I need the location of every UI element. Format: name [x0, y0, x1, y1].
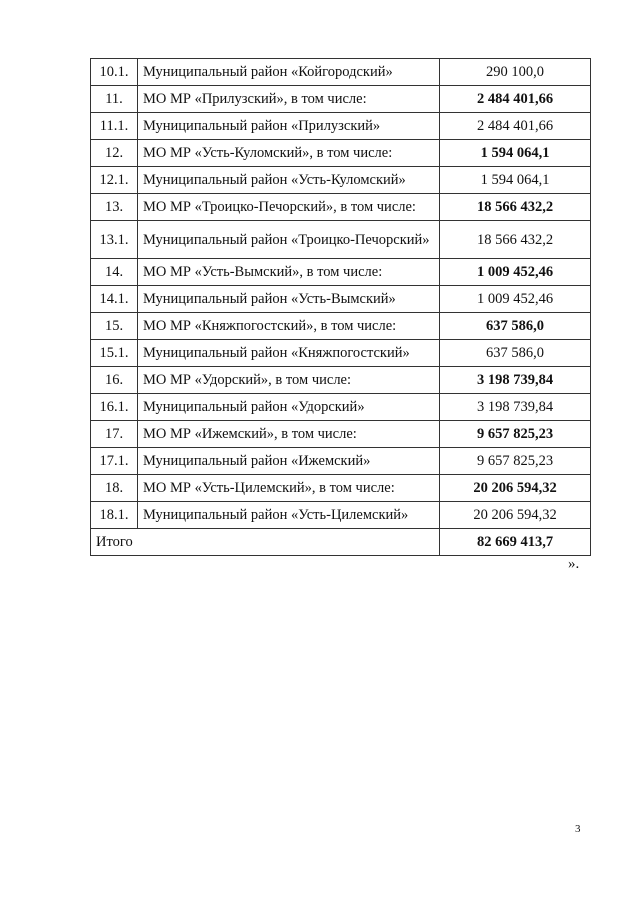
- closing-quote: ».: [568, 556, 580, 572]
- row-value: 9 657 825,23: [440, 421, 591, 448]
- table-row: [91, 167, 591, 194]
- row-number: 16.: [91, 367, 138, 394]
- allocation-table: [90, 58, 591, 556]
- row-name: Муниципальный район «Усть-Вымский»: [138, 286, 440, 313]
- table-row: [91, 313, 591, 340]
- table-row: [91, 86, 591, 113]
- row-number: 12.: [91, 140, 138, 167]
- row-name: Муниципальный район «Усть-Куломский»: [138, 167, 440, 194]
- row-number: 14.: [91, 259, 138, 286]
- table-row: [91, 140, 591, 167]
- row-value: 1 009 452,46: [440, 259, 591, 286]
- row-name: Муниципальный район «Койгородский»: [138, 59, 440, 86]
- row-name: МО МР «Удорский», в том числе:: [138, 367, 440, 394]
- table-row: [91, 367, 591, 394]
- row-number: 10.1.: [91, 59, 138, 86]
- row-name: МО МР «Прилузский», в том числе:: [138, 86, 440, 113]
- row-value: 3 198 739,84: [440, 394, 591, 421]
- table-row: [91, 259, 591, 286]
- row-value: 18 566 432,2: [440, 221, 591, 259]
- row-value: 20 206 594,32: [440, 502, 591, 529]
- row-number: 12.1.: [91, 167, 138, 194]
- row-name: МО МР «Усть-Куломский», в том числе:: [138, 140, 440, 167]
- row-name: МО МР «Княжпогостский», в том числе:: [138, 313, 440, 340]
- table-row: [91, 394, 591, 421]
- row-value: 9 657 825,23: [440, 448, 591, 475]
- row-number: 16.1.: [91, 394, 138, 421]
- row-value: 2 484 401,66: [440, 113, 591, 140]
- row-value: 18 566 432,2: [440, 194, 591, 221]
- table-row: [91, 475, 591, 502]
- row-number: 17.1.: [91, 448, 138, 475]
- row-number: 13.1.: [91, 221, 138, 259]
- table-row: [91, 340, 591, 367]
- table-row: [91, 448, 591, 475]
- row-value: 1 594 064,1: [440, 140, 591, 167]
- table-row: [91, 502, 591, 529]
- row-value: 637 586,0: [440, 340, 591, 367]
- row-name: МО МР «Троицко-Печорский», в том числе:: [138, 194, 440, 221]
- table-row: [91, 286, 591, 313]
- row-value: 2 484 401,66: [440, 86, 591, 113]
- row-name: МО МР «Усть-Цилемский», в том числе:: [138, 475, 440, 502]
- table-row: [91, 59, 591, 86]
- row-number: 17.: [91, 421, 138, 448]
- row-number: 15.: [91, 313, 138, 340]
- row-number: 11.1.: [91, 113, 138, 140]
- total-row: [91, 529, 591, 556]
- row-value: 290 100,0: [440, 59, 591, 86]
- total-label: Итого: [91, 529, 440, 556]
- row-value: 20 206 594,32: [440, 475, 591, 502]
- row-number: 13.: [91, 194, 138, 221]
- row-name: Муниципальный район «Прилузский»: [138, 113, 440, 140]
- page-number: 3: [575, 823, 581, 835]
- row-number: 15.1.: [91, 340, 138, 367]
- table-row: [91, 421, 591, 448]
- row-value: 1 009 452,46: [440, 286, 591, 313]
- row-name: Муниципальный район «Усть-Цилемский»: [138, 502, 440, 529]
- table-row: [91, 113, 591, 140]
- row-name: Муниципальный район «Троицко-Печорский»: [138, 221, 440, 259]
- row-value: 1 594 064,1: [440, 167, 591, 194]
- table-row: [91, 221, 591, 259]
- table-body: [91, 59, 591, 556]
- row-name: Муниципальный район «Ижемский»: [138, 448, 440, 475]
- row-value: 637 586,0: [440, 313, 591, 340]
- row-name: МО МР «Ижемский», в том числе:: [138, 421, 440, 448]
- row-name: Муниципальный район «Княжпогостский»: [138, 340, 440, 367]
- total-value: 82 669 413,7: [440, 529, 591, 556]
- row-name: МО МР «Усть-Вымский», в том числе:: [138, 259, 440, 286]
- row-name: Муниципальный район «Удорский»: [138, 394, 440, 421]
- row-number: 14.1.: [91, 286, 138, 313]
- row-value: 3 198 739,84: [440, 367, 591, 394]
- row-number: 11.: [91, 86, 138, 113]
- row-number: 18.: [91, 475, 138, 502]
- table-row: [91, 194, 591, 221]
- row-number: 18.1.: [91, 502, 138, 529]
